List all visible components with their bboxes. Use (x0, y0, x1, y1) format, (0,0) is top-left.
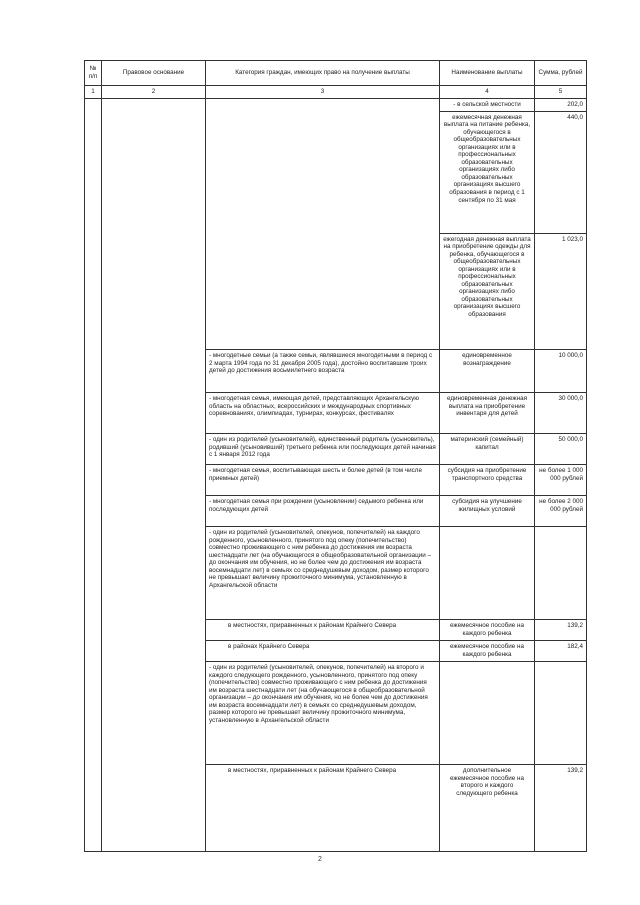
category-cell: - один из родителей (усыновителей, опекунов, попечителей) на второго и каждого следующего рожденного, усыновленного, принятого под опеку (попечительство) совместно проживающего с ним ребенка до достижения им возраста шестнадцати лет (на обучающегося в общеобразовательной организации – до окончания им обучения, но не более чем до достижения им возраста восемнадцати лет) в семьях со среднедушевым доходом, размер которого не превышает величину прожиточного минимума, установленную в Архангельской области (206, 662, 440, 765)
payment-name-cell: дополнительное ежемесячное пособие на второго и каждого следующего ребенка (440, 765, 535, 852)
header-row (85, 61, 587, 86)
payment-name-cell: единовременное вознаграждение (440, 350, 535, 393)
amount-cell: не более 1 000 000 рублей (535, 465, 587, 496)
payment-name-cell: субсидия на улучшение жилищных условий (440, 496, 535, 527)
amount-cell (535, 662, 587, 765)
page-number: 2 (318, 856, 322, 863)
category-cell: в местностях, приравненных к районам Крайнего Севера (206, 620, 440, 641)
payment-name-cell: единовременная денежная выплата на приобретение инвентаря для детей (440, 393, 535, 434)
payment-name-cell: субсидия на приобретение транспортного средства (440, 465, 535, 496)
payment-name-cell: материнский (семейный) капитал (440, 434, 535, 465)
category-cell (206, 111, 440, 233)
header-number: № п/п (85, 61, 102, 86)
row-number-cell (85, 99, 102, 852)
category-cell (206, 99, 440, 112)
header-legal-basis: Правовое основание (102, 61, 206, 86)
amount-cell: 10 000,0 (535, 350, 587, 393)
table-row (85, 99, 587, 112)
amount-cell: 202,0 (535, 99, 587, 112)
payment-name-cell (440, 662, 535, 765)
payment-name-cell: ежемесячное пособие на каждого ребенка (440, 620, 535, 641)
payment-name-cell: ежемесячное пособие на каждого ребенка (440, 641, 535, 662)
payment-name-cell: ежегодная денежная выплата на приобретение одежды для ребенка, обучающегося в общеобразовательных организациях или в профессиональных образовательных организациях либо образовательных организациях высшего образования (440, 233, 535, 350)
category-cell (206, 233, 440, 350)
column-number: 1 (85, 86, 102, 99)
category-cell: в местностях, приравненных к районам Крайнего Севера (206, 765, 440, 852)
benefits-table (84, 60, 587, 852)
column-number: 5 (535, 86, 587, 99)
column-number-row (85, 86, 587, 99)
payment-name-cell (440, 527, 535, 620)
header-amount: Сумма, рублей (535, 61, 587, 86)
category-cell: - многодетная семья, воспитывающая шесть и более детей (в том числе приемных детей) (206, 465, 440, 496)
column-number: 4 (440, 86, 535, 99)
category-cell: - один из родителей (усыновителей), единственный родитель (усыновитель), родивший (усыновивший) третьего ребенка или последующих детей начиная с 1 января 2012 года (206, 434, 440, 465)
amount-cell: 139,2 (535, 620, 587, 641)
legal-basis-cell (102, 99, 206, 852)
amount-cell (535, 527, 587, 620)
payment-name-cell: ежемесячная денежная выплата на питание ребенка, обучающегося в общеобразовательных организациях или в профессиональных образовательных организациях либо образовательных организациях высшего образования в период с 1 сентября по 31 мая (440, 111, 535, 233)
category-cell: - многодетная семья при рождении (усыновлении) седьмого ребенка или последующих детей (206, 496, 440, 527)
column-number: 2 (102, 86, 206, 99)
amount-cell: 50 000,0 (535, 434, 587, 465)
amount-cell: 139,2 (535, 765, 587, 852)
category-cell: - многодетная семья, имеющая детей, представляющих Архангельскую область на областных, всероссийских и международных спортивных соревнованиях, олимпиадах, турнирах, конкурсах, фестивалях (206, 393, 440, 434)
column-number: 3 (206, 86, 440, 99)
category-cell: - многодетные семьи (а также семьи, являвшиеся многодетными в период с 2 марта 1994 года по 31 декабря 2005 года), достойно воспитавшие троих детей до достижения восьмилетнего возраста (206, 350, 440, 393)
header-payment-name: Наименование выплаты (440, 61, 535, 86)
amount-cell: 182,4 (535, 641, 587, 662)
header-category: Категория граждан, имеющих право на получение выплаты (206, 61, 440, 86)
category-cell: - один из родителей (усыновителей, опекунов, попечителей) на каждого рожденного, усыновленного, принятого под опеку (попечительство) совместно проживающего с ним ребенка до достижения им возраста шестнадцати лет (на обучающегося в общеобразовательной организации – до окончания им обучения, но не более чем до достижения им возраста восемнадцати лет) в семьях со среднедушевым доходом, размер которого не превышает величину прожиточного минимума, установленную в Архангельской области (206, 527, 440, 620)
amount-cell: 30 000,0 (535, 393, 587, 434)
amount-cell: 1 023,0 (535, 233, 587, 350)
amount-cell: 440,0 (535, 111, 587, 233)
amount-cell: не более 2 000 000 рублей (535, 496, 587, 527)
payment-name-cell: - в сельской местности (440, 99, 535, 112)
category-cell: в районах Крайнего Севера (206, 641, 440, 662)
